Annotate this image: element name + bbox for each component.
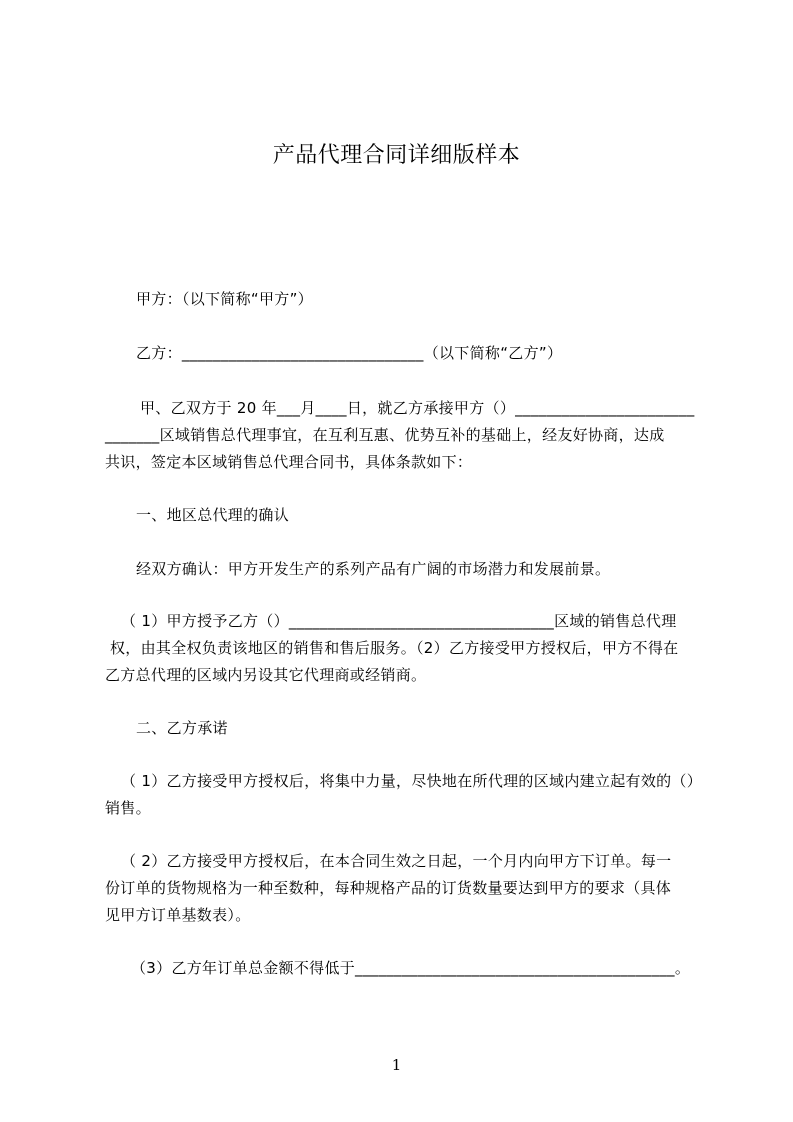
section-2-clause-2-line-1: （ 2）乙方接受甲方授权后，在本合同生效之日起，一个月内向甲方下订单。每一 xyxy=(121,852,672,870)
page-number: 1 xyxy=(391,1056,402,1074)
section-2-clause-2-line-2: 份订单的货物规格为一种至数种，每种规格产品的订货数量要达到甲方的要求（具体 xyxy=(105,879,672,897)
section-2-clause-1-line-2: 销售。 xyxy=(105,799,151,817)
section-1-clause-1-line-1: （ 1）甲方授予乙方（）__________________________________区域的销售总代理 xyxy=(121,612,677,630)
section-1-intro: 经双方确认：甲方开发生产的系列产品有广阔的市场潜力和发展前景。 xyxy=(136,560,611,578)
section-2-heading: 二、乙方承诺 xyxy=(136,719,228,737)
section-1-heading: 一、地区总代理的确认 xyxy=(136,506,290,524)
document-title: 产品代理合同详细版样本 xyxy=(272,143,521,168)
section-2-clause-3: （3）乙方年订单总金额不得低于_________________________________________。 xyxy=(131,959,691,977)
section-1-clause-1-line-2: 权，由其全权负责该地区的销售和售后服务。（2）乙方接受甲方授权后，甲方不得在 xyxy=(110,639,679,657)
section-1-clause-1-line-3: 乙方总代理的区域内另设其它代理商或经销商。 xyxy=(105,666,427,684)
party-b-line: 乙方：_______________________________（以下简称“乙方”） xyxy=(136,344,563,362)
section-2-clause-2-line-3: 见甲方订单基数表）。 xyxy=(105,906,251,924)
section-2-clause-1-line-1: （ 1）乙方接受甲方授权后，将集中力量，尽快地在所代理的区域内建立起有效的（） xyxy=(121,772,703,790)
preamble-line-2: _______区域销售总代理事宜，在互利互惠、优势互补的基础上，经友好协商，达成 xyxy=(105,426,665,444)
party-a-line: 甲方：（以下简称“甲方”） xyxy=(136,290,313,308)
preamble-line-3: 共识，签定本区域销售总代理合同书，具体条款如下： xyxy=(105,453,473,471)
preamble-line-1: 甲、乙双方于 20 年___月____日，就乙方承接甲方（）_______________________ xyxy=(140,399,695,417)
